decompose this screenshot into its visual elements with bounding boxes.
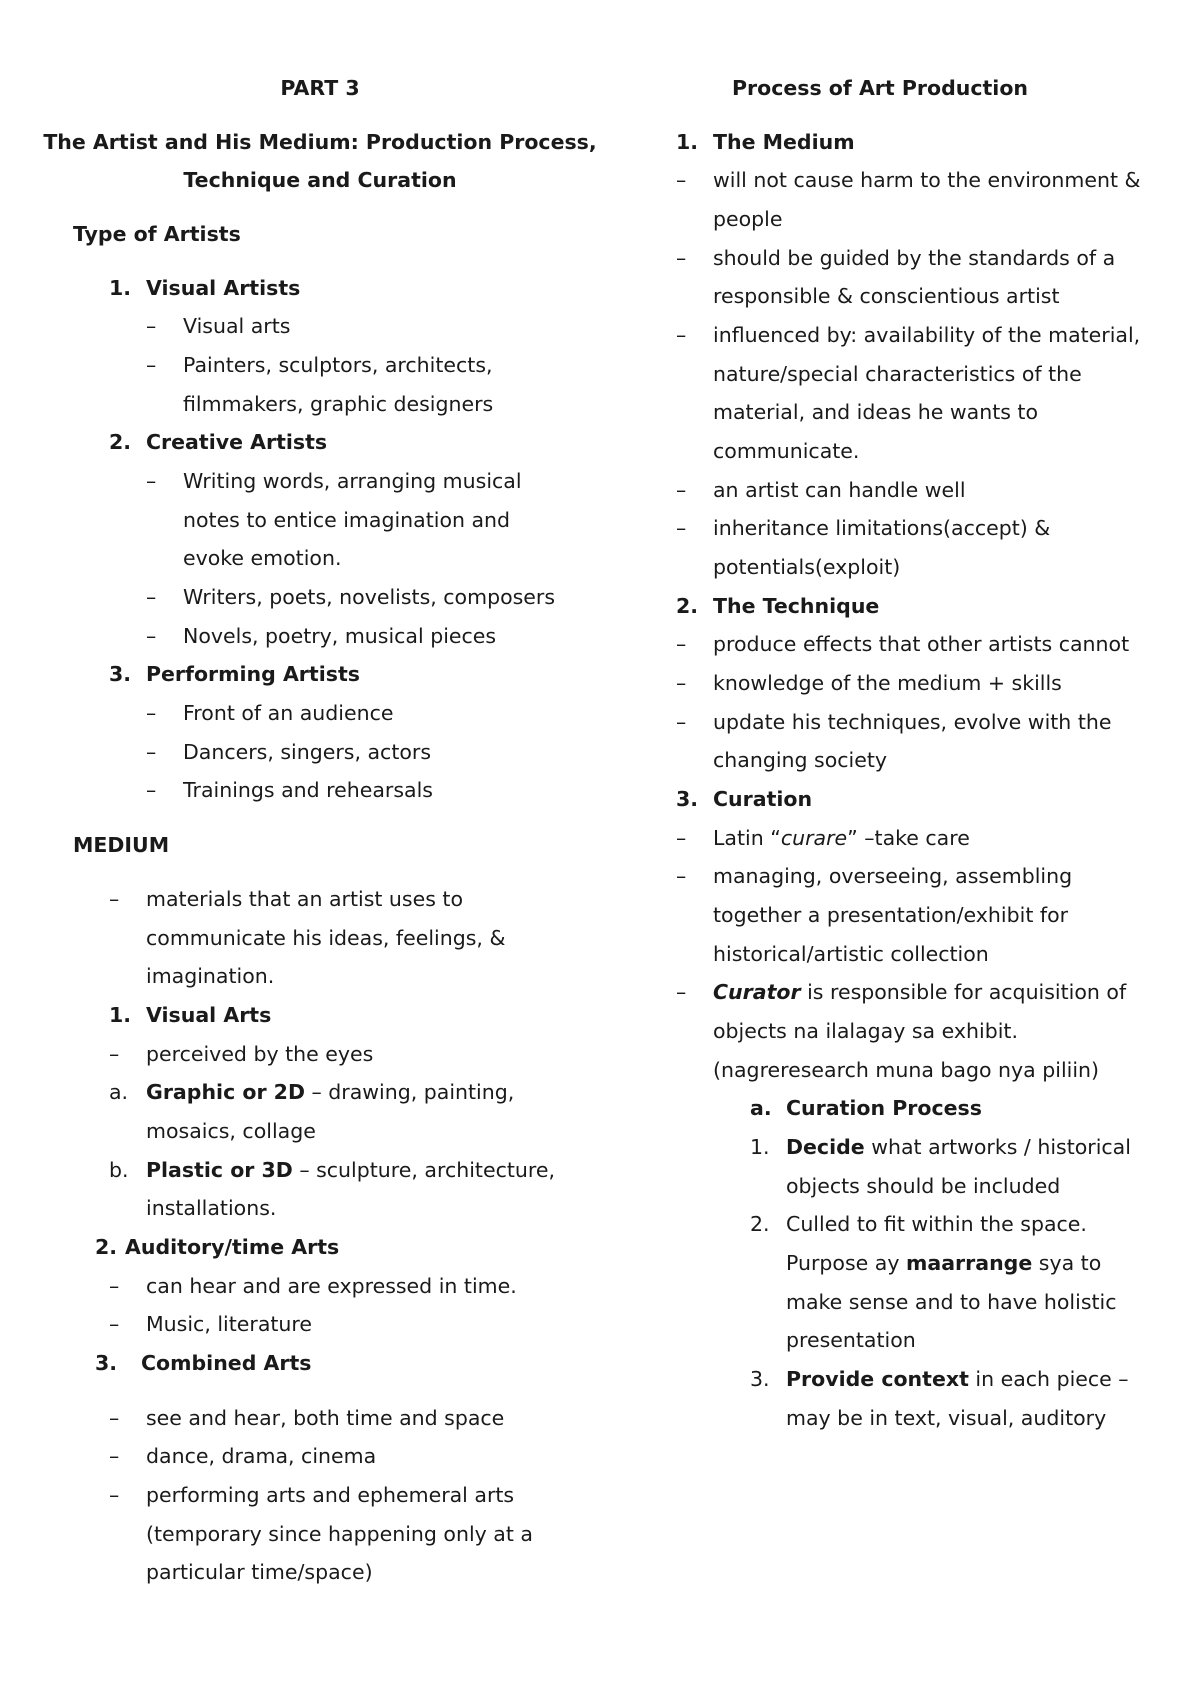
list-item — [146, 1157, 555, 1183]
bullet-dash: – — [109, 1406, 120, 1430]
list-item: potentials(exploit) — [713, 555, 901, 579]
list-number: 1. — [750, 1135, 770, 1159]
plastic-3d-term: Plastic or 3D — [146, 1158, 293, 1182]
provide-context-desc: in each piece – — [968, 1367, 1129, 1391]
bullet-dash: – — [146, 314, 157, 338]
bullet-dash: – — [676, 632, 687, 656]
list-item: Front of an audience — [183, 701, 394, 725]
list-item: Writing words, arranging musical — [183, 469, 522, 493]
list-item: Culled to fit within the space. — [786, 1212, 1087, 1236]
list-item: Trainings and rehearsals — [183, 778, 433, 802]
list-item: inheritance limitations(accept) & — [713, 516, 1051, 540]
combined-arts-title: Combined Arts — [141, 1351, 312, 1375]
page-title-line2: Technique and Curation — [183, 168, 457, 192]
type-of-artists-heading: Type of Artists — [73, 222, 241, 246]
bullet-dash: – — [146, 740, 157, 764]
bullet-dash: – — [676, 671, 687, 695]
list-letter: a. — [109, 1080, 129, 1104]
curation-title: Curation — [713, 787, 813, 811]
list-number: 2. — [676, 594, 699, 618]
list-number: 3. — [95, 1351, 118, 1375]
list-item: together a presentation/exhibit for — [713, 903, 1069, 927]
list-item — [146, 1079, 514, 1105]
list-number: 1. — [676, 130, 699, 154]
list-item: mosaics, collage — [146, 1119, 316, 1143]
list-item: material, and ideas he wants to — [713, 400, 1039, 424]
list-item: communicate. — [713, 439, 860, 463]
list-item: Writers, poets, novelists, composers — [183, 585, 556, 609]
list-item: Visual arts — [183, 314, 291, 338]
section-heading: Process of Art Production — [731, 76, 1028, 100]
graphic-2d-desc: – drawing, painting, — [304, 1080, 515, 1104]
list-item: presentation — [786, 1328, 916, 1352]
list-item: (nagreresearch muna bago nya piliin) — [713, 1058, 1100, 1082]
bullet-dash: – — [109, 1274, 120, 1298]
auditory-arts-title: Auditory/time Arts — [125, 1235, 340, 1259]
bullet-dash: – — [676, 826, 687, 850]
the-medium-title: The Medium — [713, 130, 855, 154]
list-number: 3. — [750, 1367, 770, 1391]
list-item: an artist can handle well — [713, 478, 966, 502]
list-item: managing, overseeing, assembling — [713, 864, 1073, 888]
bullet-dash: – — [146, 585, 157, 609]
list-item: update his techniques, evolve with the — [713, 710, 1112, 734]
decide-term: Decide — [786, 1135, 865, 1159]
latin-prefix: Latin “ — [713, 826, 781, 850]
list-item: particular time/space) — [146, 1560, 373, 1584]
list-number: 2. — [750, 1212, 770, 1236]
bullet-dash: – — [146, 624, 157, 648]
list-item: perceived by the eyes — [146, 1042, 374, 1066]
medium-heading: MEDIUM — [73, 833, 170, 857]
list-item: objects should be included — [786, 1174, 1061, 1198]
bullet-dash: – — [676, 478, 687, 502]
list-item: Dancers, singers, actors — [183, 740, 432, 764]
the-technique-title: The Technique — [713, 594, 880, 618]
list-number: 3. — [676, 787, 699, 811]
curator-desc: is responsible for acquisition of — [800, 980, 1127, 1004]
bullet-dash: – — [146, 469, 157, 493]
list-item: knowledge of the medium + skills — [713, 671, 1062, 695]
bullet-dash: – — [146, 778, 157, 802]
decide-desc: what artworks / historical — [864, 1135, 1131, 1159]
list-item: see and hear, both time and space — [146, 1406, 505, 1430]
curare-term: curare — [780, 826, 848, 850]
list-item: Music, literature — [146, 1312, 313, 1336]
bullet-dash: – — [146, 701, 157, 725]
curation-process-title: Curation Process — [786, 1096, 982, 1120]
list-item: will not cause harm to the environment & — [713, 168, 1141, 192]
list-item: responsible & conscientious artist — [713, 284, 1060, 308]
list-letter: a. — [750, 1096, 772, 1120]
part-label: PART 3 — [280, 76, 360, 100]
bullet-dash: – — [146, 353, 157, 377]
list-item: notes to entice imagination and — [183, 508, 511, 532]
list-item — [786, 1250, 1101, 1276]
list-letter: b. — [109, 1158, 129, 1182]
plastic-3d-desc: – sculpture, architecture, — [292, 1158, 555, 1182]
purpose-suffix: sya to — [1032, 1251, 1102, 1275]
visual-arts-title: Visual Arts — [146, 1003, 272, 1027]
list-item — [713, 825, 970, 851]
bullet-dash: – — [676, 516, 687, 540]
list-item: changing society — [713, 748, 888, 772]
list-number: 3. — [109, 662, 132, 686]
right-column — [600, 0, 1200, 1696]
list-item: make sense and to have holistic — [786, 1290, 1117, 1314]
list-item: imagination. — [146, 964, 275, 988]
list-item: influenced by: availability of the material, — [713, 323, 1141, 347]
list-number: 2. — [109, 430, 132, 454]
list-item: Painters, sculptors, architects, — [183, 353, 493, 377]
latin-suffix: ” –take care — [847, 826, 970, 850]
list-item: historical/artistic collection — [713, 942, 989, 966]
list-item: dance, drama, cinema — [146, 1444, 377, 1468]
list-item — [786, 1134, 1131, 1160]
list-item: produce effects that other artists cannot — [713, 632, 1130, 656]
list-item: Novels, poetry, musical pieces — [183, 624, 497, 648]
bullet-dash: – — [109, 1312, 120, 1336]
creative-artists-title: Creative Artists — [146, 430, 328, 454]
bullet-dash: – — [676, 168, 687, 192]
bullet-dash: – — [109, 1444, 120, 1468]
list-item: performing arts and ephemeral arts — [146, 1483, 515, 1507]
list-item: may be in text, visual, auditory — [786, 1406, 1107, 1430]
page-title-line1: The Artist and His Medium: Production Process, — [43, 130, 597, 154]
list-number: 2. — [95, 1235, 118, 1259]
list-number: 1. — [109, 276, 132, 300]
list-item: objects na ilalagay sa exhibit. — [713, 1019, 1018, 1043]
bullet-dash: – — [676, 323, 687, 347]
curator-term: Curator — [713, 980, 801, 1004]
list-item: materials that an artist uses to — [146, 887, 463, 911]
visual-artists-title: Visual Artists — [146, 276, 301, 300]
bullet-dash: – — [109, 1483, 120, 1507]
provide-context-term: Provide context — [786, 1367, 969, 1391]
list-item — [713, 979, 1126, 1005]
graphic-2d-term: Graphic or 2D — [146, 1080, 305, 1104]
list-item: communicate his ideas, feelings, & — [146, 926, 506, 950]
list-item: installations. — [146, 1196, 277, 1220]
purpose-prefix: Purpose ay — [786, 1251, 906, 1275]
list-item: evoke emotion. — [183, 546, 342, 570]
bullet-dash: – — [109, 887, 120, 911]
bullet-dash: – — [676, 246, 687, 270]
list-number: 1. — [109, 1003, 132, 1027]
list-item: (temporary since happening only at a — [146, 1522, 533, 1546]
bullet-dash: – — [109, 1042, 120, 1066]
bullet-dash: – — [676, 980, 687, 1004]
maarrange-term: maarrange — [906, 1251, 1033, 1275]
list-item: nature/special characteristics of the — [713, 362, 1082, 386]
bullet-dash: – — [676, 710, 687, 734]
performing-artists-title: Performing Artists — [146, 662, 360, 686]
list-item — [786, 1366, 1129, 1392]
list-item: filmmakers, graphic designers — [183, 392, 494, 416]
list-item: people — [713, 207, 783, 231]
list-item: should be guided by the standards of a — [713, 246, 1116, 270]
list-item: can hear and are expressed in time. — [146, 1274, 517, 1298]
bullet-dash: – — [676, 864, 687, 888]
